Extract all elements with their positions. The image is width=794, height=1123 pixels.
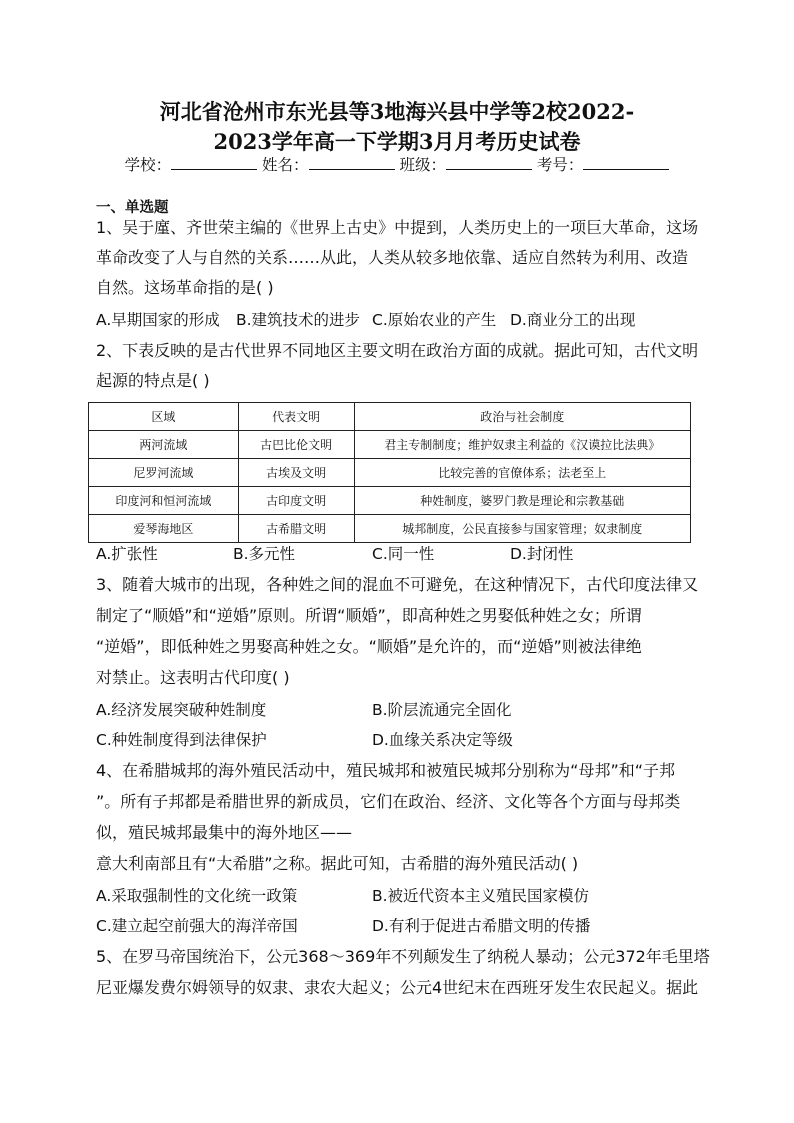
q3-option-d: D.血缘关系决定等级	[372, 731, 513, 749]
table-cell: 印度河和恒河流域	[89, 487, 239, 515]
table-cell: 种姓制度，婆罗门教是理论和宗教基础	[354, 487, 690, 515]
name-blank	[309, 154, 395, 170]
q3-line-3: “逆婚”，即低种姓之男娶高种姓之女。“顺婚”是允许的，而“逆婚”则被法律绝	[96, 637, 642, 656]
exam-number-label: 考号：	[536, 156, 584, 174]
q3-line-1: 3、随着大城市的出现，各种姓之间的混血不可避免，在这种情况下，古代印度法律又	[96, 575, 699, 594]
exam-title-line1: 河北省沧州市东光县等3地海兴县中学等2校2022-	[159, 99, 635, 124]
q1-option-a: A.早期国家的形成	[96, 311, 220, 329]
q3-option-b: B.阶层流通完全固化	[372, 701, 512, 719]
class-label: 班级：	[399, 156, 446, 174]
table-cell: 城邦制度，公民直接参与国家管理；奴隶制度	[354, 515, 690, 543]
q4-line-3: 似，殖民城邦最集中的海外地区——	[96, 823, 353, 842]
q4-option-d: D.有利于促进古希腊文明的传播	[372, 917, 591, 935]
q2-line-2: 起源的特点是( )	[96, 371, 210, 390]
table-cell: 古埃及文明	[238, 459, 354, 487]
table-cell: 两河流域	[89, 431, 239, 459]
q2-option-c: C.同一性	[372, 545, 435, 563]
table-header-region: 区域	[89, 403, 239, 431]
q2-option-b: B.多元性	[233, 545, 296, 563]
q1-option-c: C.原始农业的产生	[372, 311, 497, 329]
school-label: 学校：	[124, 156, 172, 174]
table-cell: 比较完善的官僚体系；法老至上	[354, 459, 690, 487]
table-header-civilization: 代表文明	[238, 403, 354, 431]
q4-line-2: ”。所有子邦都是希腊世界的新成员，它们在政治、经济、文化等各个方面与母邦类	[96, 792, 681, 811]
table-header-system: 政治与社会制度	[354, 403, 690, 431]
table-row	[89, 459, 691, 487]
table-row	[89, 431, 691, 459]
q3-line-2: 制定了“顺婚”和“逆婚”原则。所谓“顺婚”，即高种姓之男娶低种姓之女；所谓	[96, 606, 642, 625]
q5-line-2: 尼亚爆发费尔姆领导的奴隶、隶农大起义；公元4世纪末在西班牙发生农民起义。据此	[96, 978, 699, 997]
table-header-row	[89, 403, 691, 431]
q4-option-c: C.建立起空前强大的海洋帝国	[96, 917, 298, 935]
school-blank	[171, 154, 257, 170]
exam-number-blank	[583, 154, 669, 170]
civilization-table	[88, 402, 691, 543]
section-title: 一、单选题	[96, 200, 169, 216]
exam-title-line2: 2023学年高一下学期3月月考历史试卷	[213, 129, 581, 154]
q1-line-2: 革命改变了人与自然的关系……从此，人类从较多地依靠、适应自然转为利用、改造	[96, 248, 689, 267]
q2-line-1: 2、下表反映的是古代世界不同地区主要文明在政治方面的成就。据此可知，古代文明	[96, 341, 699, 360]
name-label: 姓名：	[262, 156, 309, 174]
q2-option-a: A.扩张性	[96, 545, 158, 563]
q1-option-d: D.商业分工的出现	[510, 311, 636, 329]
table-cell: 尼罗河流域	[89, 459, 239, 487]
q3-option-c: C.种姓制度得到法律保护	[96, 731, 267, 749]
table-cell: 君主专制制度；维护奴隶主利益的《汉谟拉比法典》	[354, 431, 690, 459]
q3-option-a: A.经济发展突破种姓制度	[96, 701, 267, 719]
table-row	[89, 487, 691, 515]
q5-line-1: 5、在罗马帝国统治下，公元368～369年不列颠发生了纳税人暴动；公元372年毛里塔	[96, 947, 710, 966]
q4-line-4: 意大利南部且有“大希腊”之称。据此可知，古希腊的海外殖民活动( )	[96, 854, 579, 873]
table-cell: 爱琴海地区	[89, 515, 239, 543]
table-row	[89, 515, 691, 543]
q1-option-b: B.建筑技术的进步	[236, 311, 361, 329]
student-info-row	[0, 153, 794, 175]
q2-option-d: D.封闭性	[510, 545, 574, 563]
table-cell: 古巴比伦文明	[238, 431, 354, 459]
q4-line-1: 4、在希腊城邦的海外殖民活动中，殖民城邦和被殖民城邦分别称为“母邦”和“子邦	[96, 761, 676, 780]
q4-option-b: B.被近代资本主义殖民国家模仿	[372, 887, 590, 905]
table-cell: 古印度文明	[238, 487, 354, 515]
q1-line-1: 1、吴于廑、齐世荣主编的《世界上古史》中提到，人类历史上的一项巨大革命，这场	[96, 218, 699, 237]
q1-line-3: 自然。这场革命指的是( )	[96, 278, 274, 297]
q4-option-a: A.采取强制性的文化统一政策	[96, 887, 298, 905]
q3-line-4: 对禁止。这表明古代印度( )	[96, 668, 290, 687]
class-blank	[446, 154, 532, 170]
table-cell: 古希腊文明	[238, 515, 354, 543]
